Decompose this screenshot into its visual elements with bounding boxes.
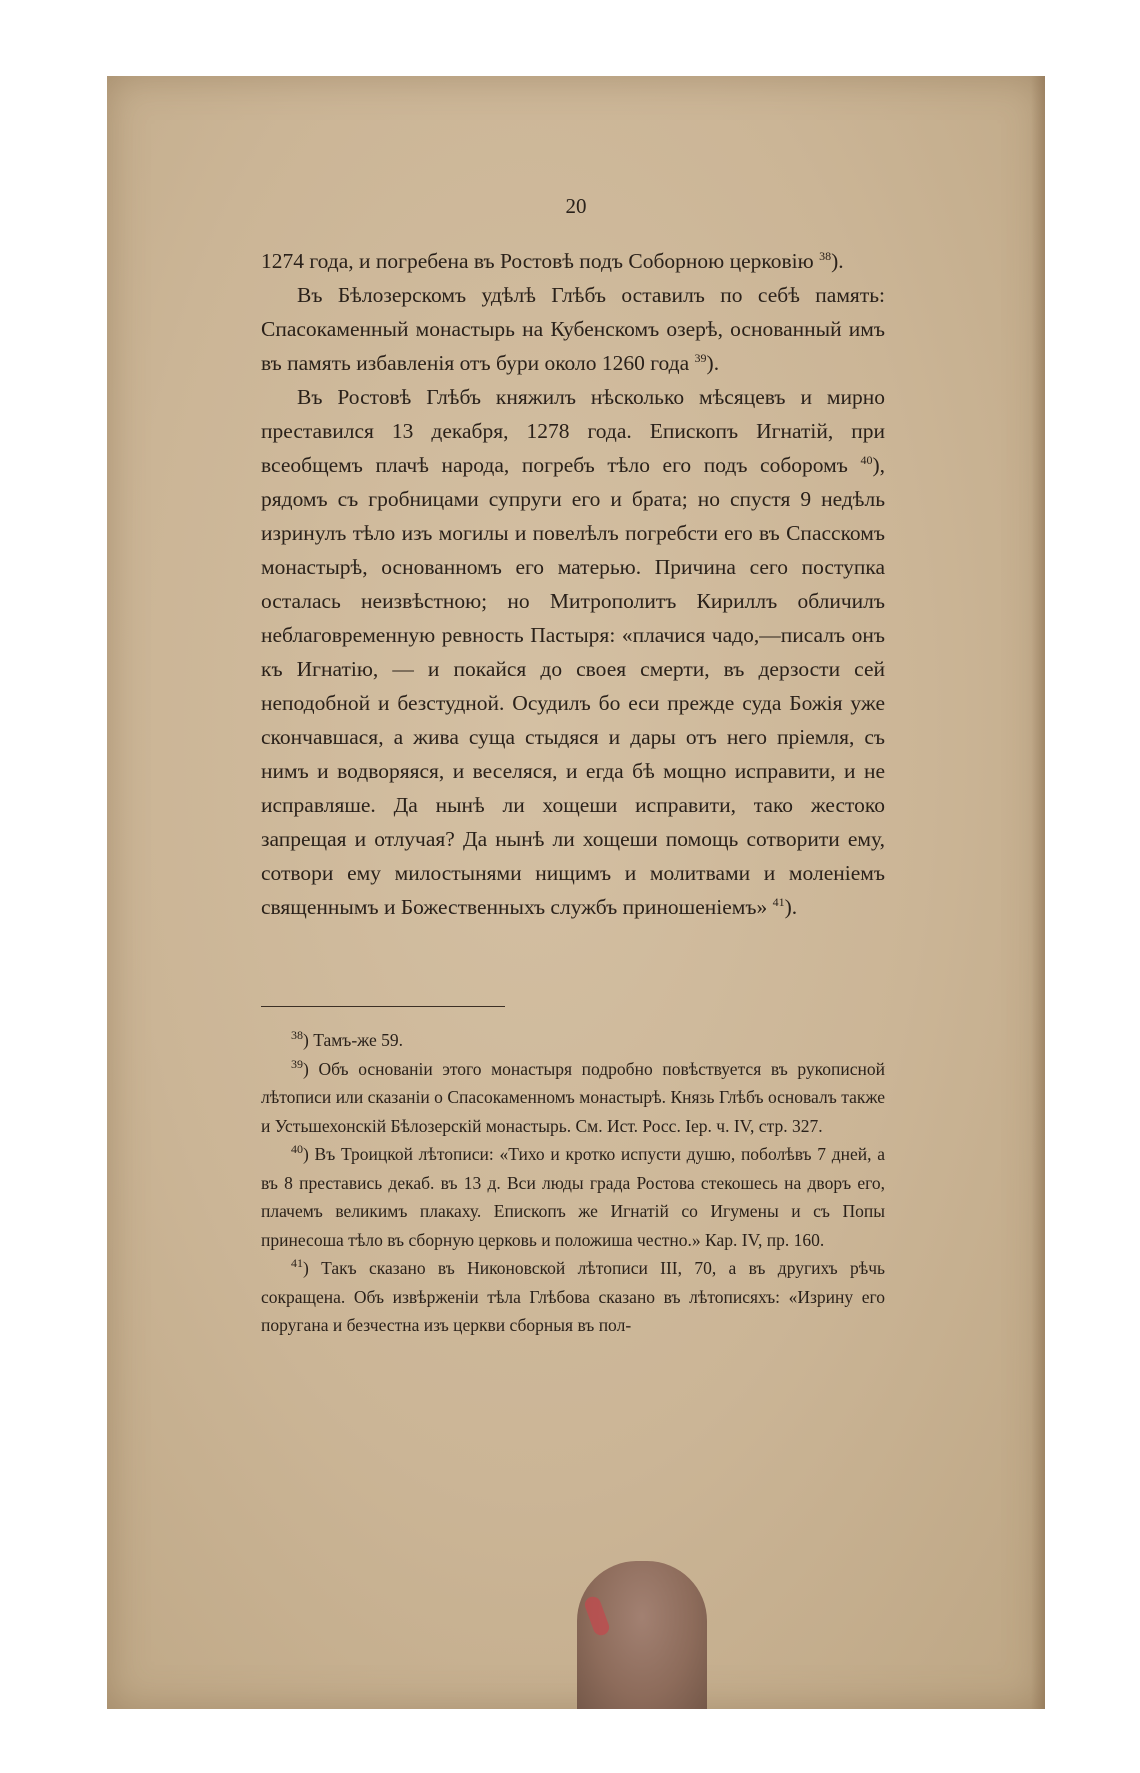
footnote-number: 40 xyxy=(291,1142,303,1157)
footnote xyxy=(261,1026,885,1055)
paragraph-text: ). xyxy=(784,895,798,919)
footnote-ref: 40 xyxy=(860,452,873,467)
footnote xyxy=(261,1254,885,1340)
footnote-number: 41 xyxy=(291,1256,303,1271)
book-page xyxy=(107,76,1045,1709)
paragraph-text: ). xyxy=(831,249,844,273)
paragraph-3 xyxy=(261,380,885,924)
footnote-ref: 38 xyxy=(819,248,832,263)
footnote-number: 38 xyxy=(291,1028,303,1043)
footnote-text: ) Объ основаніи этого монастыря подробно повѣствуется въ рукописной лѣтописи или сказаніи о Спасокаменномъ монастырѣ. Князь Глѣбъ основалъ также и Устьшехонскій Бѣлозерскій монастырь. См. Ист. Росс. Іер. ч. IV, стр. 327. xyxy=(261,1058,885,1136)
paragraph-2 xyxy=(261,278,885,380)
footnote-text: ) Такъ сказано въ Никоновской лѣтописи III, 70, а въ другихъ рѣчь сокращена. Объ извѣрженіи тѣла Глѣбова сказано въ лѣтописяхъ: «Изрину его поругана и безчестна изъ церкви сборныя въ пол- xyxy=(261,1258,885,1335)
paragraph-text: 1274 года, и погребена въ Ростовѣ подъ Соборною церковію xyxy=(261,249,820,273)
footnote xyxy=(261,1140,885,1254)
main-text xyxy=(261,244,885,924)
paragraph-1 xyxy=(261,244,885,278)
page-number: 20 xyxy=(565,194,587,218)
footnote-ref: 39 xyxy=(694,350,707,365)
footnote-text: ) Въ Троицкой лѣтописи: «Тихо и кротко испусти душю, поболѣвъ 7 дней, а въ 8 преставись декаб. въ 13 д. Вси люды града Ростова стекошесь на дворъ его, плачемъ великимъ плакаху. Епископъ же Игнатій со Игумены и съ Попы принесоша тѣло въ сборную церковь и положиша честно.» Кар. IV, пр. 160. xyxy=(261,1144,885,1250)
footnote-ref: 41 xyxy=(772,894,785,909)
footnote-text: ) Тамъ-же 59. xyxy=(303,1030,404,1050)
scanner-thumb xyxy=(577,1561,707,1709)
paragraph-text: ), рядомъ съ гробницами супруги его и брата; но спустя 9 недѣль изринулъ тѣло изъ могилы и повелѣлъ погребсти его въ Спасскомъ монастырѣ, основанномъ его матерью. Причина сего поступка осталась неизвѣстною; но Митрополитъ Кириллъ обличилъ неблаговременную ревность Пастыря: «плачися чадо,—писалъ онъ къ Игнатію, — и покайся до своея смерти, въ дерзости сей неподобной и безстудной. Осудилъ бо еси прежде суда Божія уже скончавшася, а жива суща стыдяся и дары отъ него пріемля, съ нимъ и водворяяся, и веселяся, и егда бѣ мощно исправити, и не исправляше. Да нынѣ ли хощеши исправити, тако жестоко запрещая и отлучая? Да нынѣ ли хощеши помощь сотворити ему, сотвори ему милостынями нищимъ и молитвами и моленіемъ священнымъ и Божественныхъ службъ приношеніемъ» xyxy=(261,453,885,919)
footnote xyxy=(261,1055,885,1141)
paragraph-text: Въ Бѣлозерскомъ удѣлѣ Глѣбъ оставилъ по себѣ память: Спасокаменный монастырь на Кубенскомъ озерѣ, основанный имъ въ память избавленія отъ бури около 1260 года xyxy=(261,283,885,375)
footnote-number: 39 xyxy=(291,1056,303,1071)
footnotes xyxy=(261,1026,885,1340)
paragraph-text: Въ Ростовѣ Глѣбъ княжилъ нѣсколько мѣсяцевъ и мирно преставился 13 декабря, 1278 года. Епископъ Игнатій, при всеобщемъ плачѣ народа, погребъ тѣло его подъ соборомъ xyxy=(261,385,885,477)
paragraph-text: ). xyxy=(706,351,720,375)
footnote-divider xyxy=(261,1006,505,1007)
